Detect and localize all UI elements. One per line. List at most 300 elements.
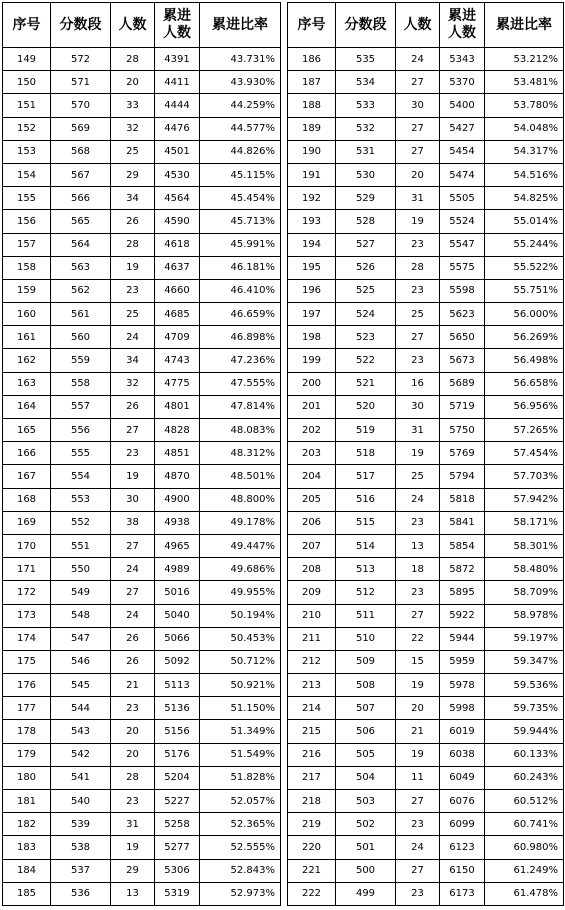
cell-count: 30 — [396, 94, 440, 117]
cell-score: 529 — [336, 187, 396, 210]
header-cumulative-line1: 累进 — [448, 8, 476, 24]
cell-rate: 45.454% — [200, 187, 281, 210]
cell-count: 34 — [111, 187, 155, 210]
cell-score: 508 — [336, 674, 396, 697]
cell-cumulative: 4530 — [155, 163, 200, 186]
table-row — [288, 442, 564, 465]
cell-cumulative: 5818 — [440, 488, 485, 511]
cell-cumulative: 5750 — [440, 419, 485, 442]
table-row — [3, 419, 281, 442]
cell-score: 509 — [336, 650, 396, 673]
cell-rate: 56.269% — [485, 326, 564, 349]
cell-rate: 54.825% — [485, 187, 564, 210]
cell-count: 24 — [111, 604, 155, 627]
cell-rate: 58.709% — [485, 581, 564, 604]
header-cumulative — [155, 3, 200, 48]
cell-rate: 58.978% — [485, 604, 564, 627]
cell-cumulative: 5719 — [440, 395, 485, 418]
score-table-right — [287, 2, 564, 906]
cell-count: 27 — [396, 140, 440, 163]
cell-score: 567 — [51, 163, 111, 186]
cell-count: 23 — [396, 349, 440, 372]
cell-rate: 51.549% — [200, 743, 281, 766]
cell-score: 540 — [51, 790, 111, 813]
cell-score: 571 — [51, 71, 111, 94]
cell-score: 525 — [336, 279, 396, 302]
table-row — [288, 674, 564, 697]
cell-rate: 45.115% — [200, 163, 281, 186]
cell-seq: 163 — [3, 372, 51, 395]
cell-cumulative: 6049 — [440, 766, 485, 789]
cell-cumulative: 5854 — [440, 534, 485, 557]
cell-score: 547 — [51, 627, 111, 650]
cell-cumulative: 4900 — [155, 488, 200, 511]
cell-seq: 176 — [3, 674, 51, 697]
cell-seq: 182 — [3, 813, 51, 836]
cell-seq: 207 — [288, 534, 336, 557]
cell-seq: 193 — [288, 210, 336, 233]
cell-rate: 58.301% — [485, 534, 564, 557]
cell-cumulative: 5204 — [155, 766, 200, 789]
table-row — [3, 117, 281, 140]
cell-count: 23 — [111, 279, 155, 302]
cell-count: 21 — [111, 674, 155, 697]
cell-seq: 219 — [288, 813, 336, 836]
cell-score: 542 — [51, 743, 111, 766]
score-table-left — [2, 2, 281, 906]
cell-score: 512 — [336, 581, 396, 604]
cell-seq: 202 — [288, 419, 336, 442]
cell-count: 25 — [111, 140, 155, 163]
cell-rate: 49.178% — [200, 511, 281, 534]
cell-rate: 61.478% — [485, 882, 564, 905]
table-row — [3, 488, 281, 511]
cell-seq: 165 — [3, 419, 51, 442]
cell-count: 27 — [396, 604, 440, 627]
cell-rate: 48.083% — [200, 419, 281, 442]
cell-count: 19 — [396, 442, 440, 465]
cell-count: 28 — [396, 256, 440, 279]
cell-count: 28 — [111, 233, 155, 256]
cell-seq: 160 — [3, 303, 51, 326]
cell-score: 516 — [336, 488, 396, 511]
header-rate: 累进比率 — [200, 3, 281, 48]
table-row — [3, 558, 281, 581]
cell-seq: 167 — [3, 465, 51, 488]
cell-cumulative: 5944 — [440, 627, 485, 650]
cell-cumulative: 5156 — [155, 720, 200, 743]
cell-rate: 49.955% — [200, 581, 281, 604]
header-score: 分数段 — [51, 3, 111, 48]
cell-seq: 180 — [3, 766, 51, 789]
table-row — [288, 256, 564, 279]
table-row — [3, 836, 281, 859]
cell-cumulative: 5370 — [440, 71, 485, 94]
cell-count: 33 — [111, 94, 155, 117]
cell-score: 534 — [336, 71, 396, 94]
table-row — [3, 534, 281, 557]
cell-score: 564 — [51, 233, 111, 256]
cell-seq: 187 — [288, 71, 336, 94]
cell-score: 563 — [51, 256, 111, 279]
cell-count: 27 — [396, 790, 440, 813]
header-seq: 序号 — [288, 3, 336, 48]
cell-score: 539 — [51, 813, 111, 836]
cell-rate: 50.712% — [200, 650, 281, 673]
cell-rate: 54.317% — [485, 140, 564, 163]
cell-score: 538 — [51, 836, 111, 859]
cell-rate: 59.735% — [485, 697, 564, 720]
cell-seq: 159 — [3, 279, 51, 302]
cell-rate: 48.312% — [200, 442, 281, 465]
cell-seq: 153 — [3, 140, 51, 163]
table-row — [288, 94, 564, 117]
cell-cumulative: 4685 — [155, 303, 200, 326]
cell-cumulative: 5998 — [440, 697, 485, 720]
cell-cumulative: 5277 — [155, 836, 200, 859]
cell-count: 28 — [111, 48, 155, 71]
cell-count: 20 — [111, 71, 155, 94]
cell-count: 20 — [111, 743, 155, 766]
cell-cumulative: 5922 — [440, 604, 485, 627]
cell-count: 25 — [111, 303, 155, 326]
cell-cumulative: 5794 — [440, 465, 485, 488]
cell-cumulative: 6150 — [440, 859, 485, 882]
cell-rate: 53.212% — [485, 48, 564, 71]
cell-cumulative: 5343 — [440, 48, 485, 71]
cell-cumulative: 4851 — [155, 442, 200, 465]
cell-rate: 59.536% — [485, 674, 564, 697]
cell-cumulative: 5427 — [440, 117, 485, 140]
header-seq: 序号 — [3, 3, 51, 48]
cell-cumulative: 5895 — [440, 581, 485, 604]
cell-rate: 43.930% — [200, 71, 281, 94]
cell-score: 570 — [51, 94, 111, 117]
cell-seq: 173 — [3, 604, 51, 627]
cell-score: 501 — [336, 836, 396, 859]
cell-rate: 45.991% — [200, 233, 281, 256]
table-row — [3, 372, 281, 395]
cell-count: 19 — [111, 836, 155, 859]
cell-seq: 172 — [3, 581, 51, 604]
cell-rate: 54.516% — [485, 163, 564, 186]
table-row — [3, 395, 281, 418]
cell-count: 23 — [396, 511, 440, 534]
cell-score: 504 — [336, 766, 396, 789]
cell-seq: 204 — [288, 465, 336, 488]
cell-seq: 174 — [3, 627, 51, 650]
table-row — [3, 511, 281, 534]
table-row — [3, 140, 281, 163]
cell-score: 550 — [51, 558, 111, 581]
cell-score: 519 — [336, 419, 396, 442]
cell-count: 30 — [396, 395, 440, 418]
cell-score: 532 — [336, 117, 396, 140]
cell-cumulative: 5547 — [440, 233, 485, 256]
table-row — [3, 882, 281, 905]
cell-count: 13 — [396, 534, 440, 557]
cell-seq: 183 — [3, 836, 51, 859]
table-row — [288, 349, 564, 372]
cell-score: 517 — [336, 465, 396, 488]
cell-score: 537 — [51, 859, 111, 882]
cell-count: 23 — [396, 813, 440, 836]
cell-cumulative: 4590 — [155, 210, 200, 233]
cell-rate: 50.921% — [200, 674, 281, 697]
cell-rate: 47.814% — [200, 395, 281, 418]
cell-score: 552 — [51, 511, 111, 534]
cell-rate: 56.956% — [485, 395, 564, 418]
cell-rate: 51.828% — [200, 766, 281, 789]
cell-score: 528 — [336, 210, 396, 233]
cell-score: 541 — [51, 766, 111, 789]
cell-seq: 161 — [3, 326, 51, 349]
cell-rate: 60.980% — [485, 836, 564, 859]
cell-score: 533 — [336, 94, 396, 117]
cell-seq: 215 — [288, 720, 336, 743]
cell-seq: 203 — [288, 442, 336, 465]
cell-seq: 222 — [288, 882, 336, 905]
cell-count: 26 — [111, 650, 155, 673]
cell-cumulative: 4801 — [155, 395, 200, 418]
table-row — [3, 187, 281, 210]
cell-seq: 162 — [3, 349, 51, 372]
table-row — [3, 604, 281, 627]
cell-cumulative: 4391 — [155, 48, 200, 71]
cell-count: 32 — [111, 117, 155, 140]
cell-cumulative: 5319 — [155, 882, 200, 905]
cell-count: 30 — [111, 488, 155, 511]
cell-count: 31 — [396, 187, 440, 210]
cell-cumulative: 6099 — [440, 813, 485, 836]
cell-seq: 164 — [3, 395, 51, 418]
cell-seq: 200 — [288, 372, 336, 395]
cell-cumulative: 5959 — [440, 650, 485, 673]
cell-cumulative: 5673 — [440, 349, 485, 372]
cell-rate: 44.577% — [200, 117, 281, 140]
cell-score: 500 — [336, 859, 396, 882]
cell-count: 31 — [396, 419, 440, 442]
cell-rate: 52.555% — [200, 836, 281, 859]
cell-rate: 56.658% — [485, 372, 564, 395]
cell-count: 25 — [396, 303, 440, 326]
table-row — [3, 674, 281, 697]
table-row — [288, 419, 564, 442]
table-row — [3, 163, 281, 186]
cell-rate: 44.826% — [200, 140, 281, 163]
cell-seq: 150 — [3, 71, 51, 94]
table-row — [288, 372, 564, 395]
table-row — [3, 233, 281, 256]
table-row — [288, 488, 564, 511]
cell-count: 24 — [396, 836, 440, 859]
cell-seq: 188 — [288, 94, 336, 117]
cell-seq: 152 — [3, 117, 51, 140]
cell-score: 503 — [336, 790, 396, 813]
cell-cumulative: 4828 — [155, 419, 200, 442]
cell-seq: 175 — [3, 650, 51, 673]
table-row — [3, 790, 281, 813]
cell-rate: 55.751% — [485, 279, 564, 302]
cell-count: 20 — [396, 163, 440, 186]
cell-cumulative: 5016 — [155, 581, 200, 604]
cell-score: 572 — [51, 48, 111, 71]
cell-count: 23 — [111, 442, 155, 465]
cell-rate: 58.480% — [485, 558, 564, 581]
cell-cumulative: 5769 — [440, 442, 485, 465]
cell-seq: 220 — [288, 836, 336, 859]
cell-seq: 206 — [288, 511, 336, 534]
cell-cumulative: 5306 — [155, 859, 200, 882]
cell-cumulative: 4411 — [155, 71, 200, 94]
header-count: 人数 — [111, 3, 155, 48]
cell-rate: 49.686% — [200, 558, 281, 581]
table-row — [3, 859, 281, 882]
table-header-row — [3, 3, 281, 48]
cell-count: 29 — [111, 859, 155, 882]
cell-cumulative: 5176 — [155, 743, 200, 766]
table-row — [288, 303, 564, 326]
table-row — [3, 94, 281, 117]
cell-seq: 169 — [3, 511, 51, 534]
header-rate: 累进比率 — [485, 3, 564, 48]
cell-cumulative: 5066 — [155, 627, 200, 650]
cell-cumulative: 5400 — [440, 94, 485, 117]
cell-rate: 57.265% — [485, 419, 564, 442]
cell-cumulative: 5227 — [155, 790, 200, 813]
cell-score: 522 — [336, 349, 396, 372]
cell-count: 27 — [111, 534, 155, 557]
cell-seq: 155 — [3, 187, 51, 210]
cell-rate: 52.843% — [200, 859, 281, 882]
cell-score: 521 — [336, 372, 396, 395]
table-row — [288, 48, 564, 71]
cell-cumulative: 5872 — [440, 558, 485, 581]
cell-rate: 52.973% — [200, 882, 281, 905]
cell-seq: 209 — [288, 581, 336, 604]
cell-seq: 154 — [3, 163, 51, 186]
table-row — [3, 326, 281, 349]
table-row — [3, 349, 281, 372]
cell-seq: 166 — [3, 442, 51, 465]
cell-score: 535 — [336, 48, 396, 71]
cell-count: 24 — [396, 488, 440, 511]
cell-rate: 47.236% — [200, 349, 281, 372]
cell-score: 510 — [336, 627, 396, 650]
header-cumulative-line1: 累进 — [163, 8, 191, 24]
table-row — [288, 882, 564, 905]
table-row — [288, 627, 564, 650]
cell-score: 514 — [336, 534, 396, 557]
cell-rate: 50.194% — [200, 604, 281, 627]
table-row — [3, 279, 281, 302]
cell-cumulative: 6076 — [440, 790, 485, 813]
cell-count: 19 — [396, 674, 440, 697]
cell-count: 23 — [396, 233, 440, 256]
cell-score: 548 — [51, 604, 111, 627]
cell-count: 24 — [111, 326, 155, 349]
cell-score: 515 — [336, 511, 396, 534]
table-row — [288, 650, 564, 673]
cell-score: 557 — [51, 395, 111, 418]
cell-rate: 52.057% — [200, 790, 281, 813]
table-row — [288, 326, 564, 349]
cell-score: 558 — [51, 372, 111, 395]
cell-count: 27 — [396, 117, 440, 140]
cell-score: 544 — [51, 697, 111, 720]
cell-count: 24 — [111, 558, 155, 581]
cell-cumulative: 4501 — [155, 140, 200, 163]
cell-score: 562 — [51, 279, 111, 302]
cell-count: 27 — [396, 859, 440, 882]
table-row — [288, 743, 564, 766]
cell-rate: 56.000% — [485, 303, 564, 326]
cell-cumulative: 5978 — [440, 674, 485, 697]
header-score: 分数段 — [336, 3, 396, 48]
cell-count: 18 — [396, 558, 440, 581]
cell-cumulative: 4938 — [155, 511, 200, 534]
table-row — [3, 650, 281, 673]
cell-rate: 49.447% — [200, 534, 281, 557]
table-row — [288, 790, 564, 813]
cell-score: 511 — [336, 604, 396, 627]
cell-rate: 51.150% — [200, 697, 281, 720]
table-header-row — [288, 3, 564, 48]
cell-count: 22 — [396, 627, 440, 650]
table-row — [3, 813, 281, 836]
cell-count: 26 — [111, 210, 155, 233]
cell-seq: 217 — [288, 766, 336, 789]
cell-score: 555 — [51, 442, 111, 465]
cell-count: 19 — [396, 210, 440, 233]
cell-cumulative: 6038 — [440, 743, 485, 766]
table-row — [288, 279, 564, 302]
cell-score: 513 — [336, 558, 396, 581]
table-row — [3, 442, 281, 465]
cell-cumulative: 5650 — [440, 326, 485, 349]
cell-cumulative: 5092 — [155, 650, 200, 673]
cell-seq: 178 — [3, 720, 51, 743]
cell-score: 502 — [336, 813, 396, 836]
table-row — [288, 697, 564, 720]
header-cumulative — [440, 3, 485, 48]
table-row — [3, 627, 281, 650]
cell-seq: 211 — [288, 627, 336, 650]
cell-score: 507 — [336, 697, 396, 720]
cell-cumulative: 4476 — [155, 117, 200, 140]
header-count: 人数 — [396, 3, 440, 48]
cell-count: 38 — [111, 511, 155, 534]
cell-cumulative: 5575 — [440, 256, 485, 279]
cell-cumulative: 4870 — [155, 465, 200, 488]
cell-rate: 60.741% — [485, 813, 564, 836]
cell-count: 27 — [111, 581, 155, 604]
cell-seq: 216 — [288, 743, 336, 766]
cell-rate: 60.133% — [485, 743, 564, 766]
table-row — [288, 163, 564, 186]
cell-score: 569 — [51, 117, 111, 140]
table-row — [288, 836, 564, 859]
cell-seq: 221 — [288, 859, 336, 882]
cell-count: 27 — [111, 419, 155, 442]
cell-score: 551 — [51, 534, 111, 557]
cell-score: 565 — [51, 210, 111, 233]
table-row — [288, 534, 564, 557]
cell-rate: 55.522% — [485, 256, 564, 279]
cell-cumulative: 4743 — [155, 349, 200, 372]
cell-cumulative: 4564 — [155, 187, 200, 210]
cell-score: 545 — [51, 674, 111, 697]
